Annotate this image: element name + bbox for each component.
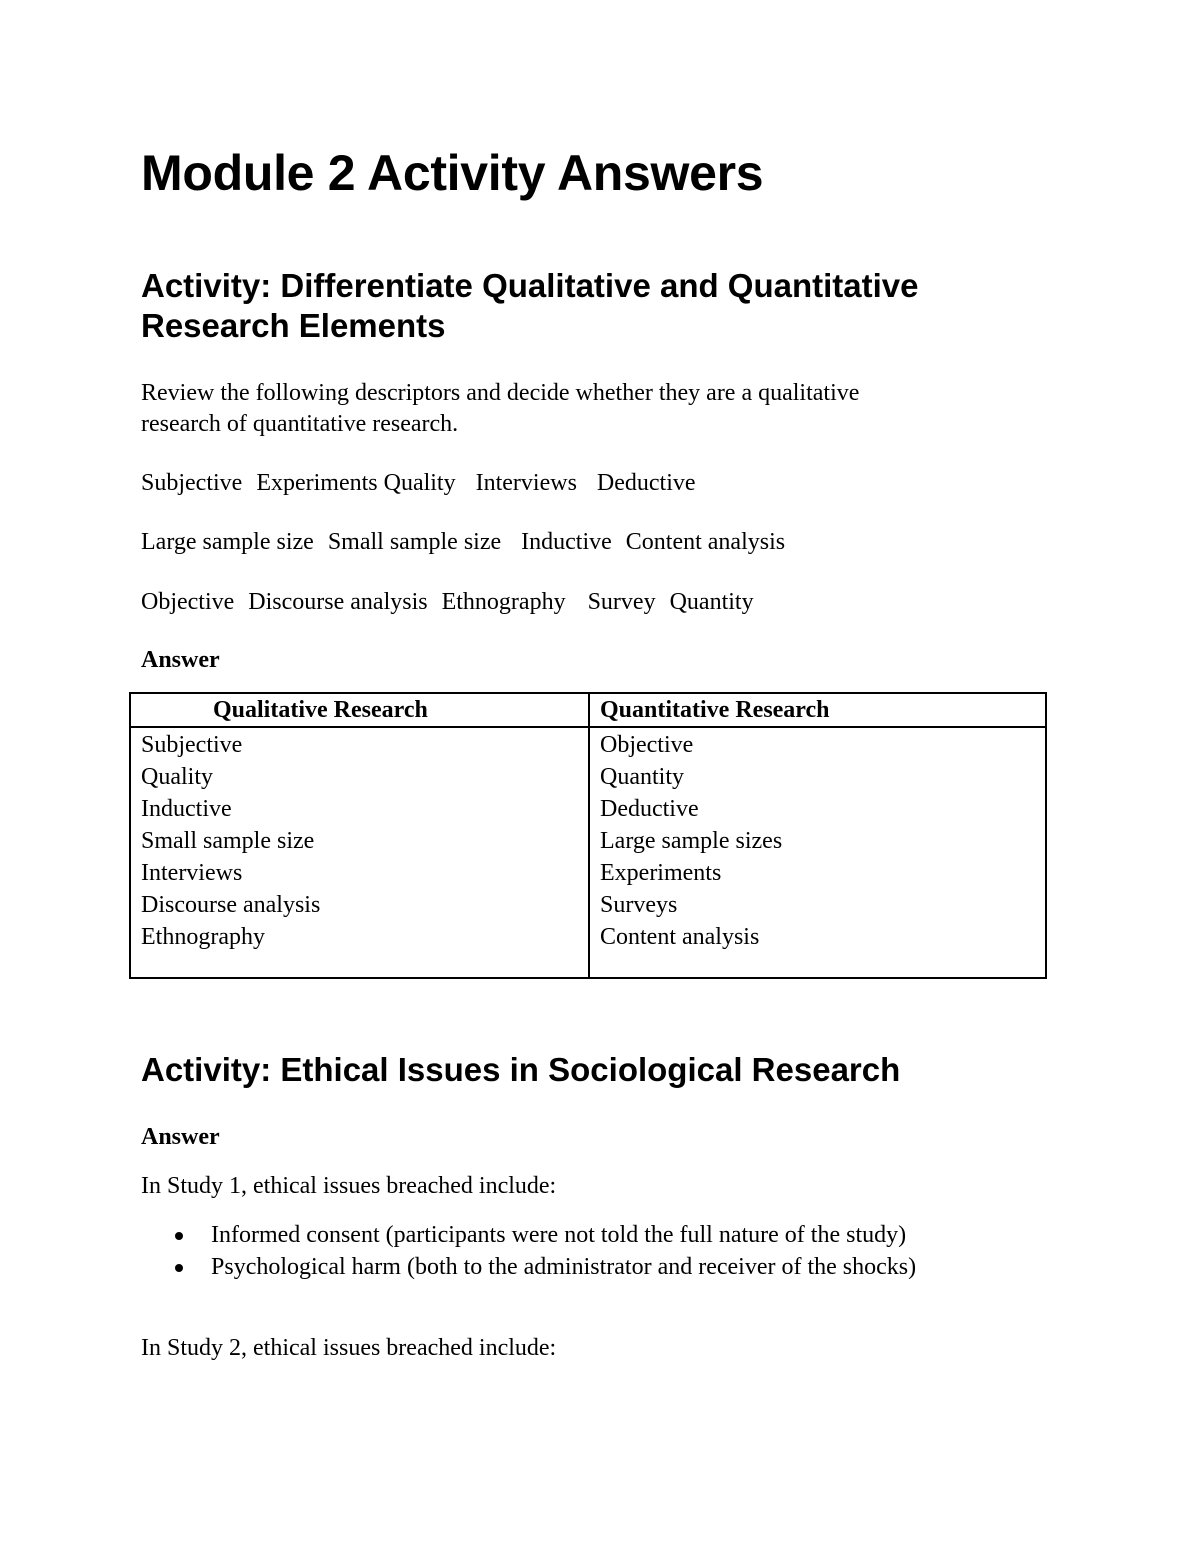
table-cell: Large sample sizes bbox=[600, 828, 783, 854]
table-cell: Subjective bbox=[141, 732, 243, 758]
table-cell: Deductive bbox=[600, 796, 699, 822]
activity1-instructions-line1: Review the following descriptors and decide whether they are a qualitative bbox=[141, 380, 860, 406]
list-item bbox=[141, 1251, 916, 1283]
descriptor-item: Quantity bbox=[669, 589, 754, 615]
study2-intro: In Study 2, ethical issues breached include: bbox=[141, 1335, 557, 1361]
activity1-instructions-line2: research of quantitative research. bbox=[141, 411, 459, 437]
bullet-icon bbox=[175, 1232, 183, 1240]
table-cell: Small sample size bbox=[141, 828, 315, 854]
table-cell: Surveys bbox=[600, 892, 678, 918]
study1-intro: In Study 1, ethical issues breached include: bbox=[141, 1173, 557, 1199]
descriptor-row-1 bbox=[141, 468, 696, 499]
activity1-heading-line2: Research Elements bbox=[141, 307, 446, 344]
table-cell: Quantity bbox=[600, 764, 684, 790]
qualitative-list bbox=[141, 729, 320, 953]
table-cell: Inductive bbox=[141, 796, 232, 822]
table-cell: Objective bbox=[600, 732, 694, 758]
table-cell: Interviews bbox=[141, 860, 243, 886]
bullet-text: Psychological harm (both to the administrator and receiver of the shocks) bbox=[211, 1254, 917, 1280]
table-cell: Discourse analysis bbox=[141, 892, 321, 918]
quantitative-list bbox=[600, 729, 782, 953]
answer-table bbox=[129, 692, 1047, 979]
descriptor-item: Discourse analysis bbox=[248, 589, 428, 615]
bullet-icon bbox=[175, 1264, 183, 1272]
descriptor-item: Interviews bbox=[475, 470, 577, 496]
descriptor-item: Experiments Quality bbox=[256, 470, 456, 496]
descriptor-item: Deductive bbox=[596, 470, 696, 496]
table-header-quantitative: Quantitative Research bbox=[600, 697, 830, 723]
bullet-text: Informed consent (participants were not told the full nature of the study) bbox=[211, 1222, 907, 1248]
table-column-divider bbox=[588, 694, 590, 977]
descriptor-row-3 bbox=[141, 587, 754, 618]
table-header-divider bbox=[131, 726, 1045, 728]
table-cell: Quality bbox=[141, 764, 213, 790]
activity1-heading-line1: Activity: Differentiate Qualitative and Quantitative bbox=[141, 267, 919, 304]
descriptor-item: Ethnography bbox=[441, 589, 566, 615]
descriptor-item: Small sample size bbox=[327, 529, 502, 555]
list-item bbox=[141, 1219, 916, 1251]
document-title: Module 2 Activity Answers bbox=[141, 145, 764, 201]
activity2-heading: Activity: Ethical Issues in Sociological Research bbox=[141, 1051, 901, 1088]
table-cell: Ethnography bbox=[141, 924, 265, 950]
table-cell: Content analysis bbox=[600, 924, 760, 950]
activity2-answer-label: Answer bbox=[141, 1124, 220, 1150]
table-header-qualitative: Qualitative Research bbox=[213, 697, 428, 723]
table-cell: Experiments bbox=[600, 860, 722, 886]
study1-bullet-list bbox=[141, 1219, 916, 1283]
descriptor-row-2 bbox=[141, 527, 785, 558]
descriptor-item: Inductive bbox=[521, 529, 612, 555]
activity1-answer-label: Answer bbox=[141, 647, 220, 673]
descriptor-item: Subjective bbox=[141, 470, 243, 496]
descriptor-item: Objective bbox=[141, 589, 235, 615]
descriptor-item: Content analysis bbox=[625, 529, 786, 555]
descriptor-item: Survey bbox=[587, 589, 656, 615]
descriptor-item: Large sample size bbox=[141, 529, 314, 555]
